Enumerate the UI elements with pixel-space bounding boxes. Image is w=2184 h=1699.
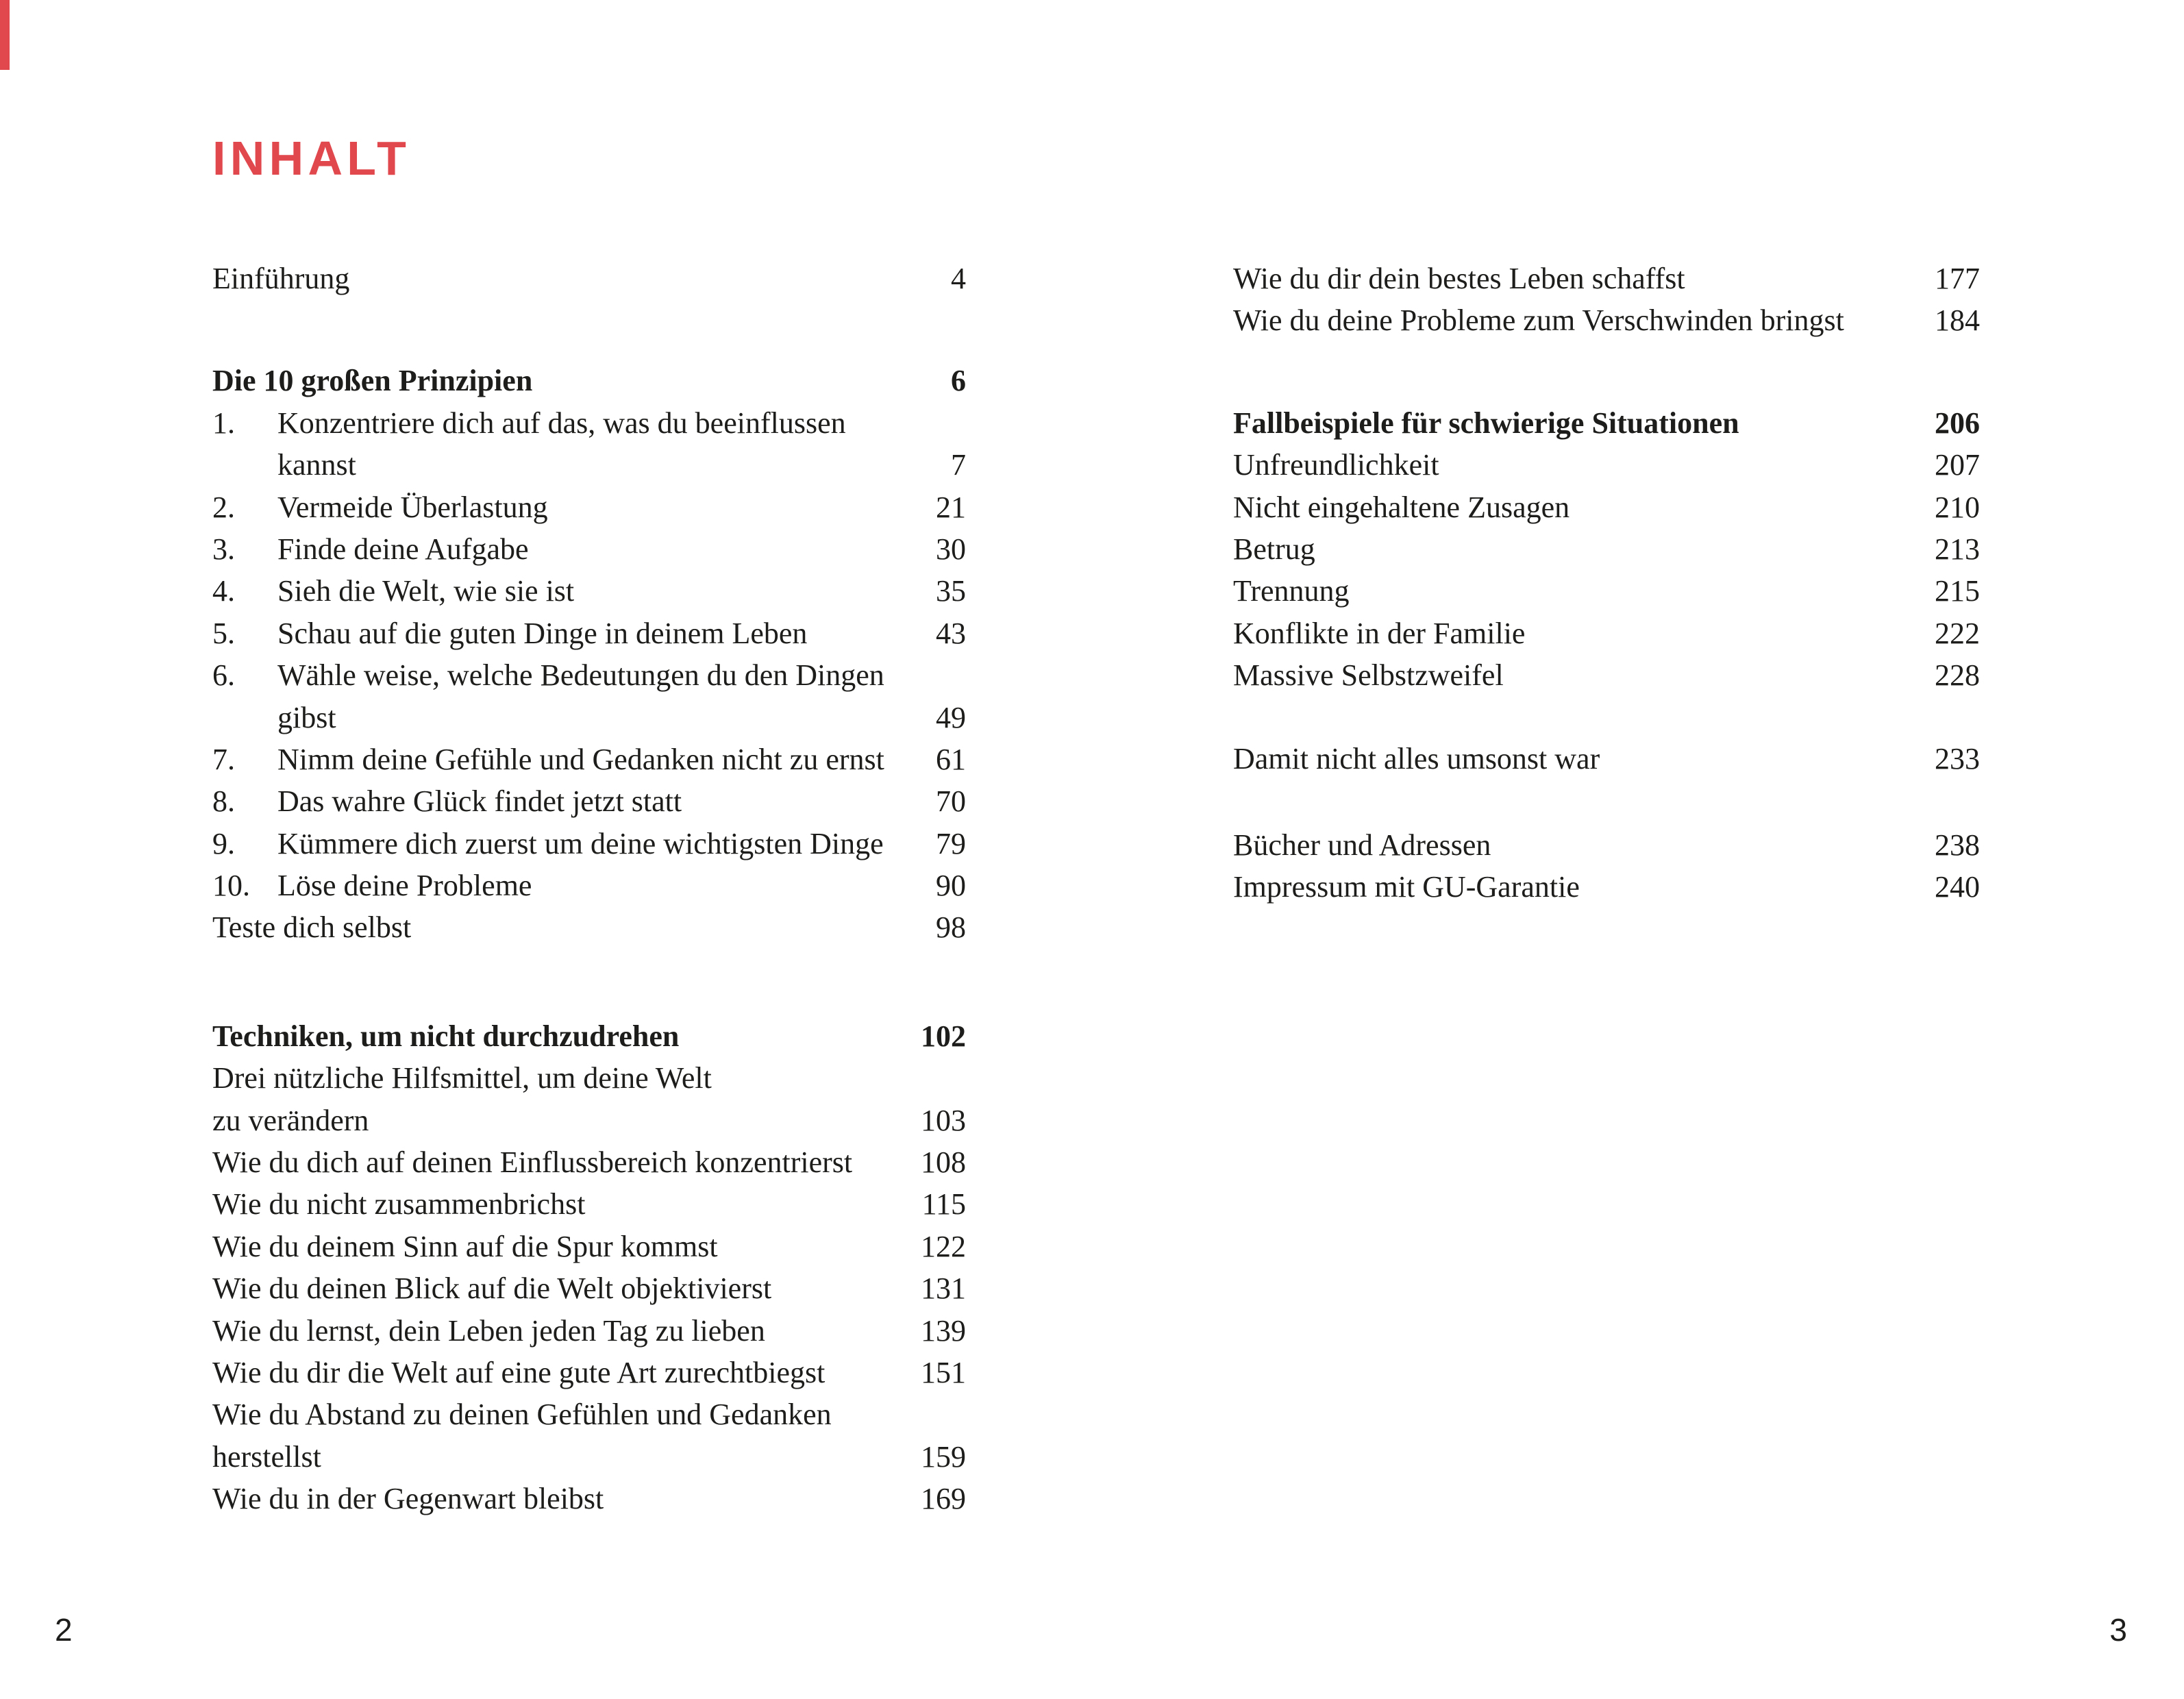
toc-entry bbox=[212, 1057, 966, 1099]
toc-entry-marker: 9. bbox=[212, 826, 235, 860]
toc-entry bbox=[212, 1393, 966, 1435]
toc-entry-title: zu verändern bbox=[212, 1103, 369, 1137]
toc-entry-title: Impressum mit GU-Garantie bbox=[1233, 870, 1580, 904]
toc-entry bbox=[212, 1267, 966, 1309]
toc-entry-title: gibst bbox=[277, 700, 336, 734]
toc-entry-marker: 7. bbox=[212, 742, 235, 776]
toc-gap bbox=[1233, 697, 1980, 738]
toc-entry-page: 233 bbox=[1935, 741, 1980, 776]
toc-entry-page: 90 bbox=[936, 869, 966, 903]
toc-entry bbox=[1233, 654, 1980, 696]
toc-entry bbox=[212, 402, 966, 444]
toc-entry-title: Kümmere dich zuerst um deine wichtigsten Dinge bbox=[277, 826, 884, 860]
toc-entry bbox=[212, 865, 966, 906]
toc-entry-title: Unfreundlichkeit bbox=[1233, 448, 1439, 482]
toc-entry-page: 6 bbox=[951, 364, 966, 398]
toc-entry-marker: 4. bbox=[212, 574, 235, 608]
toc-gap bbox=[212, 949, 966, 1015]
toc-entry-page: 102 bbox=[921, 1019, 966, 1053]
toc-entry-page: 207 bbox=[1935, 448, 1980, 482]
toc-entry bbox=[212, 486, 966, 528]
toc-entry bbox=[212, 444, 966, 486]
toc-entry-title: Wie du Abstand zu deinen Gefühlen und Gedanken bbox=[212, 1398, 832, 1432]
toc-entry-marker: 2. bbox=[212, 490, 235, 524]
toc-entry-title: Nicht eingehaltene Zusagen bbox=[1233, 490, 1570, 524]
toc-right-column bbox=[1233, 258, 1980, 908]
toc-entry bbox=[212, 1100, 966, 1141]
toc-entry-page: 43 bbox=[936, 616, 966, 650]
toc-entry-marker: 5. bbox=[212, 616, 235, 650]
toc-entry-marker: 6. bbox=[212, 658, 235, 693]
toc-entry-marker: 3. bbox=[212, 532, 235, 566]
toc-entry-title: Schau auf die guten Dinge in deinem Leben bbox=[277, 616, 808, 650]
toc-entry bbox=[212, 1015, 966, 1057]
toc-entry bbox=[1233, 486, 1980, 528]
toc-entry-title: Wie du lernst, dein Leben jeden Tag zu lieben bbox=[212, 1313, 765, 1348]
toc-entry-title: Löse deine Probleme bbox=[277, 869, 532, 903]
toc-entry-title: Das wahre Glück findet jetzt statt bbox=[277, 784, 682, 819]
toc-entry-page: 131 bbox=[921, 1272, 966, 1306]
toc-entry-title: Massive Selbstzweifel bbox=[1233, 658, 1504, 693]
toc-entry-title: Fallbeispiele für schwierige Situationen bbox=[1233, 406, 1739, 440]
toc-entry-page: 115 bbox=[921, 1187, 966, 1221]
page-number-left: 2 bbox=[55, 1612, 73, 1648]
toc-entry-title: Wie du dir dein bestes Leben schaffst bbox=[1233, 262, 1685, 295]
toc-entry-page: 21 bbox=[936, 490, 966, 524]
toc-entry bbox=[1233, 612, 1980, 654]
toc-entry bbox=[212, 1478, 966, 1520]
toc-entry-page: 4 bbox=[951, 262, 966, 295]
toc-entry-page: 206 bbox=[1935, 406, 1980, 440]
toc-entry-title: Vermeide Überlastung bbox=[277, 490, 548, 524]
toc-gap bbox=[1233, 780, 1980, 824]
toc-entry bbox=[1233, 299, 1980, 341]
red-bleed-mark bbox=[0, 0, 10, 70]
toc-entry bbox=[212, 1310, 966, 1352]
toc-entry-title: Wie du nicht zusammenbrichst bbox=[212, 1187, 586, 1221]
toc-entry-page: 35 bbox=[936, 574, 966, 608]
toc-entry-page: 108 bbox=[921, 1145, 966, 1180]
page-title: INHALT bbox=[212, 132, 411, 185]
toc-entry-page: 70 bbox=[936, 784, 966, 819]
toc-entry-page: 49 bbox=[936, 700, 966, 734]
toc-entry-page: 210 bbox=[1935, 490, 1980, 524]
toc-entry-page: 79 bbox=[936, 826, 966, 860]
toc-entry bbox=[212, 780, 966, 822]
toc-entry bbox=[1233, 866, 1980, 908]
toc-entry bbox=[212, 570, 966, 612]
toc-entry-page: 103 bbox=[921, 1103, 966, 1137]
toc-entry bbox=[212, 906, 966, 948]
toc-entry-page: 240 bbox=[1935, 870, 1980, 904]
toc-entry-title: Konflikte in der Familie bbox=[1233, 616, 1526, 650]
toc-entry-page: 151 bbox=[921, 1355, 966, 1389]
toc-entry bbox=[1233, 738, 1980, 780]
toc-entry-title: Sieh die Welt, wie sie ist bbox=[277, 574, 575, 608]
toc-entry bbox=[212, 1183, 966, 1225]
toc-entry bbox=[212, 654, 966, 696]
toc-entry-title: Damit nicht alles umsonst war bbox=[1233, 741, 1600, 776]
toc-entry-title: Wie du deinen Blick auf die Welt objektivierst bbox=[212, 1272, 772, 1306]
toc-entry-page: 122 bbox=[921, 1229, 966, 1263]
toc-entry bbox=[212, 258, 966, 299]
toc-entry bbox=[212, 823, 966, 865]
toc-entry-marker: 8. bbox=[212, 784, 235, 819]
toc-entry-page: 7 bbox=[951, 448, 966, 482]
toc-entry-title: Techniken, um nicht durchzudrehen bbox=[212, 1019, 680, 1053]
toc-entry-title: Wie du dich auf deinen Einflussbereich konzentrierst bbox=[212, 1145, 853, 1180]
toc-entry-page: 98 bbox=[936, 910, 966, 945]
toc-entry bbox=[1233, 570, 1980, 612]
toc-entry bbox=[212, 1226, 966, 1267]
toc-entry bbox=[212, 739, 966, 780]
toc-entry-title: Finde deine Aufgabe bbox=[277, 532, 529, 566]
toc-entry bbox=[212, 1141, 966, 1183]
toc-entry-title: Drei nützliche Hilfsmittel, um deine Welt bbox=[212, 1061, 712, 1095]
page-number-right: 3 bbox=[2109, 1612, 2127, 1648]
toc-entry-page: 30 bbox=[936, 532, 966, 566]
toc-entry-title: Wie du deinem Sinn auf die Spur kommst bbox=[212, 1229, 718, 1263]
toc-entry-title: Nimm deine Gefühle und Gedanken nicht zu ernst bbox=[277, 742, 884, 776]
toc-left-column bbox=[212, 258, 966, 1520]
toc-entry bbox=[1233, 402, 1980, 444]
toc-entry-page: 61 bbox=[936, 742, 966, 776]
toc-entry bbox=[1233, 444, 1980, 486]
toc-entry-page: 169 bbox=[921, 1482, 966, 1516]
toc-entry bbox=[1233, 258, 1980, 299]
toc-entry-page: 228 bbox=[1935, 658, 1980, 693]
toc-entry-title: Trennung bbox=[1233, 574, 1350, 608]
toc-entry-title: Wie du deine Probleme zum Verschwinden bringst bbox=[1233, 303, 1844, 338]
toc-entry-title: herstellst bbox=[212, 1439, 321, 1474]
toc-entry-page: 213 bbox=[1935, 532, 1980, 566]
toc-entry-title: Einführung bbox=[212, 262, 350, 295]
toc-entry-page: 222 bbox=[1935, 616, 1980, 650]
toc-entry-title: Wähle weise, welche Bedeutungen du den Dingen bbox=[277, 658, 884, 693]
toc-entry-title: Konzentriere dich auf das, was du beeinflussen bbox=[277, 406, 846, 440]
toc-entry bbox=[1233, 528, 1980, 570]
toc-entry-title: Die 10 großen Prinzipien bbox=[212, 364, 533, 398]
toc-entry-title: Betrug bbox=[1233, 532, 1315, 566]
toc-entry-title: kannst bbox=[277, 448, 356, 482]
toc-entry-page: 184 bbox=[1935, 303, 1980, 338]
toc-entry-title: Wie du in der Gegenwart bleibst bbox=[212, 1482, 604, 1516]
toc-entry bbox=[1233, 824, 1980, 866]
toc-entry-page: 177 bbox=[1935, 262, 1980, 295]
toc-gap bbox=[212, 299, 966, 360]
toc-entry bbox=[212, 1352, 966, 1393]
toc-entry-page: 238 bbox=[1935, 828, 1980, 862]
toc-entry-page: 215 bbox=[1935, 574, 1980, 608]
toc-entry-marker: 1. bbox=[212, 406, 235, 440]
toc-entry bbox=[212, 1436, 966, 1478]
toc-entry-page: 159 bbox=[921, 1439, 966, 1474]
toc-gap bbox=[1233, 342, 1980, 402]
toc-entry bbox=[212, 697, 966, 739]
toc-entry bbox=[212, 360, 966, 401]
toc-entry-page: 139 bbox=[921, 1313, 966, 1348]
toc-entry bbox=[212, 528, 966, 570]
toc-entry-title: Teste dich selbst bbox=[212, 910, 412, 945]
toc-entry-marker: 10. bbox=[212, 869, 250, 903]
toc-entry bbox=[212, 612, 966, 654]
toc-entry-title: Wie du dir die Welt auf eine gute Art zurechtbiegst bbox=[212, 1355, 826, 1389]
toc-entry-title: Bücher und Adressen bbox=[1233, 828, 1491, 862]
